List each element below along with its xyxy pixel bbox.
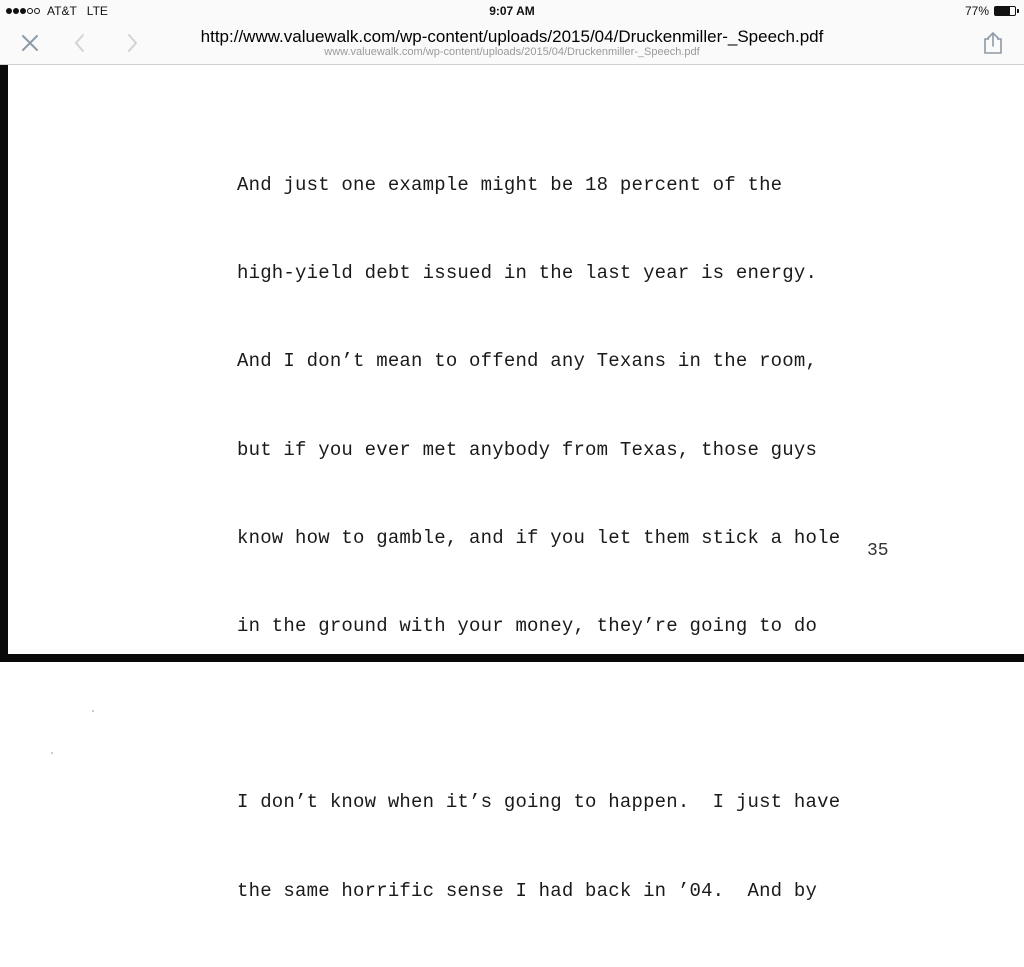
pdf-text-line: the same horrific sense I had back in ’04. And by <box>237 879 818 902</box>
url-title: http://www.valuewalk.com/wp-content/uploads/2015/04/Druckenmiller-_Speech.pdf <box>200 27 824 46</box>
pdf-text-line: know how to gamble, and if you let them stick a hole <box>237 526 841 549</box>
pdf-page-next <box>8 662 1024 768</box>
carrier-name: AT&T <box>47 4 77 18</box>
status-bar <box>0 0 1024 22</box>
scan-speck <box>92 710 94 712</box>
page-number: 35 <box>867 541 889 561</box>
page-edge <box>0 65 8 658</box>
pdf-text-block <box>237 129 852 967</box>
navigation-bar <box>0 22 1024 65</box>
pdf-text-line: And just one example might be 18 percent of the <box>237 174 783 196</box>
pdf-text-line: I don’t know when it’s going to happen. I just have <box>237 791 841 814</box>
pdf-text-line: And I don’t mean to offend any Texans in the room, <box>237 350 818 373</box>
pdf-viewer[interactable] <box>0 65 1024 902</box>
scan-speck <box>51 752 53 754</box>
pdf-text-line: high-yield debt issued in the last year is energy. <box>237 262 818 285</box>
battery-percent: 77% <box>964 4 989 18</box>
share-icon <box>982 31 1004 55</box>
url-subtitle: www.valuewalk.com/wp-content/uploads/2015/04/Druckenmiller-_Speech.pdf <box>324 46 700 58</box>
network-type: LTE <box>86 4 108 18</box>
share-button[interactable] <box>978 28 1008 58</box>
pdf-page <box>8 65 1024 902</box>
status-right <box>965 4 1016 18</box>
battery-fill <box>995 7 1010 15</box>
battery-icon <box>994 6 1016 16</box>
pdf-text-line: in the ground with your money, they’re going to do <box>237 614 818 637</box>
status-time: 9:07 AM <box>489 4 535 18</box>
page-separator <box>0 654 1024 662</box>
pdf-text-line: but if you ever met anybody from Texas, those guys <box>237 438 818 461</box>
